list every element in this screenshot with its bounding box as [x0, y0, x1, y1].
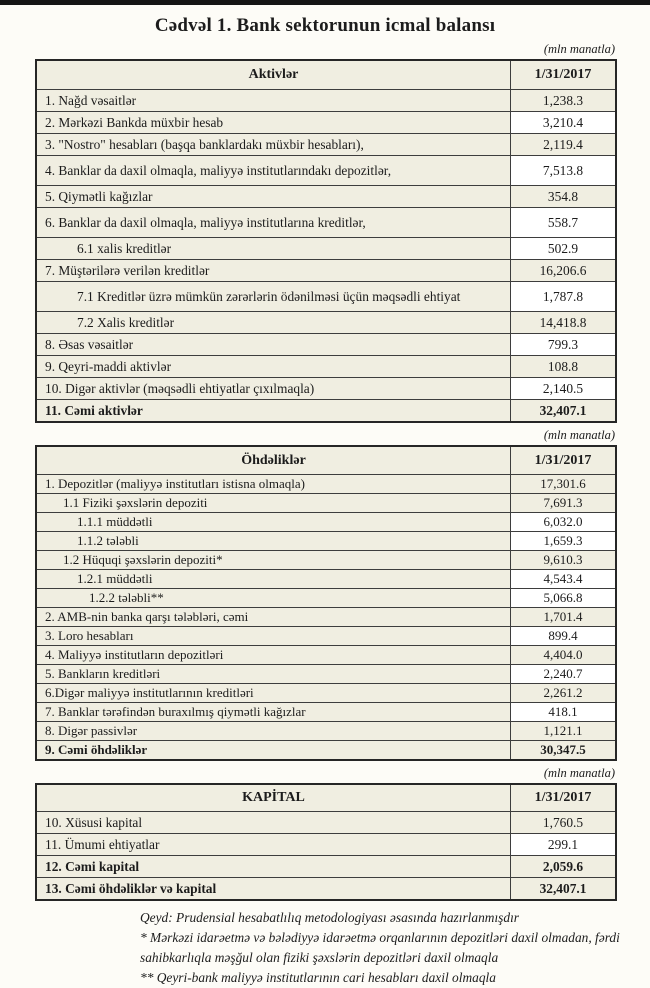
table-row	[36, 400, 616, 423]
table-header-title: Aktivlər	[36, 60, 511, 90]
row-value: 418.1	[511, 703, 617, 722]
date-column-header: 1/31/2017	[511, 784, 617, 812]
table-row	[36, 646, 616, 665]
row-value: 2,261.2	[511, 684, 617, 703]
row-label: 4. Banklar da daxil olmaqla, maliyyə institutlarındakı depozitlər,	[36, 156, 511, 186]
table-row	[36, 684, 616, 703]
footnote-line: ** Qeyri-bank maliyyə institutlarının cari hesabları daxil olmaqla	[140, 970, 496, 986]
table-row	[36, 378, 616, 400]
row-label: 11. Ümumi ehtiyatlar	[36, 834, 511, 856]
row-label: 4. Maliyyə institutların depozitləri	[36, 646, 511, 665]
row-label: 3. Loro hesabları	[36, 627, 511, 646]
row-label: 9. Qeyri-maddi aktivlər	[36, 356, 511, 378]
row-label: 7.2 Xalis kreditlər	[36, 312, 511, 334]
balance-table-ohdelikler	[35, 445, 617, 761]
table-row	[36, 812, 616, 834]
row-value: 2,059.6	[511, 856, 617, 878]
row-value: 32,407.1	[511, 878, 617, 901]
row-label: 7.1 Kreditlər üzrə mümkün zərərlərin ödənilməsi üçün məqsədli ehtiyat	[36, 282, 511, 312]
table-header-row	[36, 784, 616, 812]
table-row	[36, 112, 616, 134]
row-label: 6.Digər maliyyə institutlarının kreditləri	[36, 684, 511, 703]
row-label: 1. Depozitlər (maliyyə institutları istisna olmaqla)	[36, 475, 511, 494]
footnote-line: Qeyd: Prudensial hesabatlılıq metodologiyası əsasında hazırlanmışdır	[140, 910, 520, 925]
row-value: 108.8	[511, 356, 617, 378]
report-body	[35, 37, 620, 988]
row-label: 3. "Nostro" hesabları (başqa banklardakı müxbir hesabları),	[36, 134, 511, 156]
table-row	[36, 494, 616, 513]
page-title: Cədvəl 1. Bank sektorunun icmal balansı	[154, 15, 496, 36]
row-label: 12. Cəmi kapital	[36, 856, 511, 878]
date-column-header: 1/31/2017	[511, 446, 617, 475]
table-row	[36, 238, 616, 260]
row-value: 17,301.6	[511, 475, 617, 494]
table-row	[36, 513, 616, 532]
row-label: 10. Xüsusi kapital	[36, 812, 511, 834]
unit-label: (mln manatla)	[543, 766, 615, 780]
table-row	[36, 722, 616, 741]
table-row	[36, 627, 616, 646]
table-row	[36, 834, 616, 856]
unit-label: (mln manatla)	[543, 428, 615, 442]
row-value: 30,347.5	[511, 741, 617, 761]
row-value: 2,240.7	[511, 665, 617, 684]
row-value: 2,119.4	[511, 134, 617, 156]
row-value: 32,407.1	[511, 400, 617, 423]
table-section-ohdelikler	[35, 423, 617, 761]
row-value: 14,418.8	[511, 312, 617, 334]
table-section-kapital	[35, 761, 617, 901]
row-value: 1,659.3	[511, 532, 617, 551]
row-label: 1.2 Hüquqi şəxslərin depoziti*	[36, 551, 511, 570]
row-value: 4,404.0	[511, 646, 617, 665]
row-value: 1,760.5	[511, 812, 617, 834]
table-row	[36, 186, 616, 208]
row-value: 502.9	[511, 238, 617, 260]
table-row	[36, 551, 616, 570]
row-value: 1,238.3	[511, 90, 617, 112]
balance-table-kapital	[35, 783, 617, 901]
row-value: 899.4	[511, 627, 617, 646]
top-rule	[0, 0, 650, 5]
row-label: 9. Cəmi öhdəliklər	[36, 741, 511, 761]
table-row	[36, 312, 616, 334]
table-header-title: Öhdəliklər	[36, 446, 511, 475]
row-label: 11. Cəmi aktivlər	[36, 400, 511, 423]
row-value: 9,610.3	[511, 551, 617, 570]
table-row	[36, 475, 616, 494]
row-label: 6.1 xalis kreditlər	[36, 238, 511, 260]
row-label: 7. Banklar tərəfindən buraxılmış qiymətli kağızlar	[36, 703, 511, 722]
row-value: 558.7	[511, 208, 617, 238]
row-value: 4,543.4	[511, 570, 617, 589]
row-value: 1,121.1	[511, 722, 617, 741]
row-value: 7,691.3	[511, 494, 617, 513]
table-row	[36, 665, 616, 684]
row-label: 1.1 Fiziki şəxslərin depoziti	[36, 494, 511, 513]
table-header-row	[36, 446, 616, 475]
row-value: 299.1	[511, 834, 617, 856]
table-row	[36, 878, 616, 901]
row-value: 7,513.8	[511, 156, 617, 186]
row-label: 2. AMB-nin banka qarşı tələbləri, cəmi	[36, 608, 511, 627]
row-label: 5. Bankların kreditləri	[36, 665, 511, 684]
table-row	[36, 156, 616, 186]
table-row	[36, 260, 616, 282]
row-label: 5. Qiymətli kağızlar	[36, 186, 511, 208]
table-row	[36, 608, 616, 627]
unit-label: (mln manatla)	[543, 42, 615, 56]
row-value: 3,210.4	[511, 112, 617, 134]
footnotes	[140, 908, 622, 988]
row-label: 8. Əsas vəsaitlər	[36, 334, 511, 356]
row-label: 6. Banklar da daxil olmaqla, maliyyə institutlarına kreditlər,	[36, 208, 511, 238]
table-row	[36, 703, 616, 722]
table-row	[36, 208, 616, 238]
table-row	[36, 741, 616, 761]
row-value: 5,066.8	[511, 589, 617, 608]
row-label: 2. Mərkəzi Bankda müxbir hesab	[36, 112, 511, 134]
table-row	[36, 282, 616, 312]
row-label: 13. Cəmi öhdəliklər və kapital	[36, 878, 511, 901]
row-value: 1,701.4	[511, 608, 617, 627]
table-row	[36, 532, 616, 551]
row-value: 799.3	[511, 334, 617, 356]
row-value: 1,787.8	[511, 282, 617, 312]
table-sections	[35, 37, 617, 901]
row-value: 16,206.6	[511, 260, 617, 282]
row-label: 1.2.1 müddətli	[36, 570, 511, 589]
row-label: 7. Müştərilərə verilən kreditlər	[36, 260, 511, 282]
table-header-row	[36, 60, 616, 90]
row-label: 1.2.2 tələbli**	[36, 589, 511, 608]
row-value: 2,140.5	[511, 378, 617, 400]
table-row	[36, 134, 616, 156]
row-label: 8. Digər passivlər	[36, 722, 511, 741]
table-row	[36, 356, 616, 378]
footnote-line: * Mərkəzi idarəetmə və bələdiyyə idarəetmə orqanlarının depozitləri daxil olmadan, fərdi sahibkarlıqla məşğul olan fiziki şəxslərin depozitləri daxil olmaqla	[140, 930, 620, 966]
row-label: 10. Digər aktivlər (məqsədli ehtiyatlar çıxılmaqla)	[36, 378, 511, 400]
table-row	[36, 90, 616, 112]
balance-table-aktivler	[35, 59, 617, 423]
row-value: 354.8	[511, 186, 617, 208]
table-section-aktivler	[35, 37, 617, 423]
table-row	[36, 856, 616, 878]
row-label: 1.1.2 tələbli	[36, 532, 511, 551]
table-row	[36, 334, 616, 356]
table-row	[36, 589, 616, 608]
date-column-header: 1/31/2017	[511, 60, 617, 90]
row-label: 1. Nağd vəsaitlər	[36, 90, 511, 112]
table-header-title: KAPİTAL	[36, 784, 511, 812]
row-label: 1.1.1 müddətli	[36, 513, 511, 532]
row-value: 6,032.0	[511, 513, 617, 532]
table-row	[36, 570, 616, 589]
